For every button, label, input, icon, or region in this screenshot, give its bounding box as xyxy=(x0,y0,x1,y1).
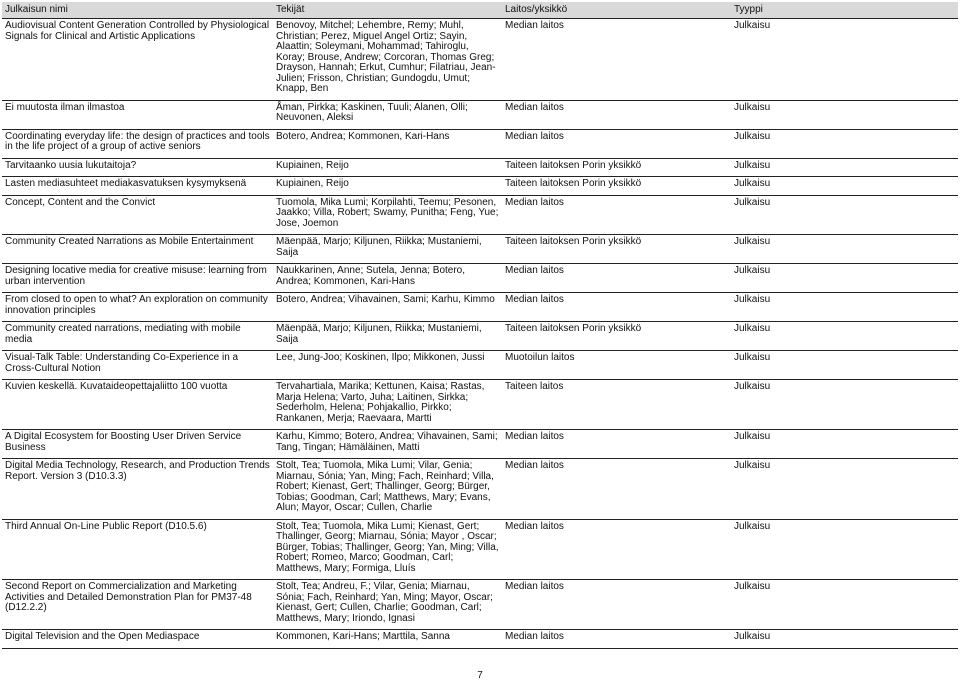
table-row xyxy=(2,235,958,264)
table-row xyxy=(2,19,958,101)
cell-type: Julkaisu xyxy=(731,195,958,235)
cell-authors: Naukkarinen, Anne; Sutela, Jenna; Botero, Andrea; Kommonen, Kari-Hans xyxy=(273,264,502,293)
cell-type: Julkaisu xyxy=(731,100,958,129)
cell-authors: Stolt, Tea; Tuomola, Mika Lumi; Vilar, Genia; Miarnau, Sónia; Yan, Ming; Fach, Reinhard; Villa, Robert; Kienast, Gert; Thallinger, Georg; Bürger, Tobias; Goodman, Carl; Matthews, Mary; Evans, Alun; Mayor, Oscar; Cullen, Charlie xyxy=(273,459,502,520)
cell-title: Third Annual On-Line Public Report (D10.5.6) xyxy=(2,519,273,580)
cell-unit: Taiteen laitoksen Porin yksikkö xyxy=(502,158,731,177)
cell-title: Digital Television and the Open Mediaspace xyxy=(2,630,273,649)
table-row xyxy=(2,177,958,196)
page-number: 7 xyxy=(477,670,483,681)
cell-type: Julkaisu xyxy=(731,177,958,196)
cell-unit: Median laitos xyxy=(502,459,731,520)
cell-title: Community Created Narrations as Mobile Entertainment xyxy=(2,235,273,264)
cell-unit: Median laitos xyxy=(502,264,731,293)
cell-authors: Åman, Pirkka; Kaskinen, Tuuli; Alanen, Olli; Neuvonen, Aleksi xyxy=(273,100,502,129)
cell-title: Community created narrations, mediating with mobile media xyxy=(2,322,273,351)
cell-title: Concept, Content and the Convict xyxy=(2,195,273,235)
cell-type: Julkaisu xyxy=(731,264,958,293)
cell-unit: Median laitos xyxy=(502,630,731,649)
table-row xyxy=(2,580,958,630)
cell-type: Julkaisu xyxy=(731,322,958,351)
cell-title: Audiovisual Content Generation Controlled by Physiological Signals for Clinical and Artistic Applications xyxy=(2,19,273,101)
cell-unit: Median laitos xyxy=(502,430,731,459)
cell-unit: Median laitos xyxy=(502,129,731,158)
header-authors: Tekijät xyxy=(273,2,502,19)
cell-authors: Kupiainen, Reijo xyxy=(273,158,502,177)
cell-unit: Median laitos xyxy=(502,100,731,129)
cell-authors: Tuomola, Mika Lumi; Korpilahti, Teemu; Pesonen, Jaakko; Villa, Robert; Swamy, Punitha; Feng, Yue; Jose, Joemon xyxy=(273,195,502,235)
cell-authors: Kupiainen, Reijo xyxy=(273,177,502,196)
cell-title: Digital Media Technology, Research, and Production Trends Report. Version 3 (D10.3.3) xyxy=(2,459,273,520)
table-row xyxy=(2,100,958,129)
table-header-row xyxy=(2,2,958,19)
header-unit: Laitos/yksikkö xyxy=(502,2,731,19)
cell-authors: Stolt, Tea; Andreu, F.; Vilar, Genia; Miarnau, Sónia; Fach, Reinhard; Yan, Ming; Mayor, Oscar; Kienast, Gert; Cullen, Charlie; Goodman, Carl; Matthews, Mary; Iriondo, Ignasi xyxy=(273,580,502,630)
cell-authors: Botero, Andrea; Kommonen, Kari-Hans xyxy=(273,129,502,158)
table-row xyxy=(2,195,958,235)
cell-type: Julkaisu xyxy=(731,630,958,649)
cell-unit: Taiteen laitoksen Porin yksikkö xyxy=(502,235,731,264)
table-row xyxy=(2,322,958,351)
cell-type: Julkaisu xyxy=(731,459,958,520)
cell-unit: Taiteen laitoksen Porin yksikkö xyxy=(502,322,731,351)
cell-title: From closed to open to what? An exploration on community innovation principles xyxy=(2,293,273,322)
cell-type: Julkaisu xyxy=(731,430,958,459)
cell-authors: Benovoy, Mitchel; Lehembre, Remy; Muhl, Christian; Perez, Miguel Angel Ortiz; Sayin, Alaattin; Soleymani, Mohammad; Tahiroglu, Koray; Brouse, Andrew; Corcoran, Thomas Greg; Drayson, Hannah; Erkut, Cumhur; Filatriau, Jean-Julien; Frisson, Christian; Gundogdu, Umut; Knapp, Ben xyxy=(273,19,502,101)
cell-unit: Muotoilun laitos xyxy=(502,351,731,380)
table-row xyxy=(2,129,958,158)
table-row xyxy=(2,380,958,430)
cell-type: Julkaisu xyxy=(731,380,958,430)
cell-authors: Karhu, Kimmo; Botero, Andrea; Vihavainen, Sami; Tang, Tingan; Hämäläinen, Matti xyxy=(273,430,502,459)
cell-unit: Taiteen laitoksen Porin yksikkö xyxy=(502,177,731,196)
cell-authors: Lee, Jung-Joo; Koskinen, Ilpo; Mikkonen, Jussi xyxy=(273,351,502,380)
cell-type: Julkaisu xyxy=(731,129,958,158)
table-row xyxy=(2,293,958,322)
cell-unit: Taiteen laitos xyxy=(502,380,731,430)
header-title: Julkaisun nimi xyxy=(2,2,273,19)
cell-type: Julkaisu xyxy=(731,351,958,380)
cell-type: Julkaisu xyxy=(731,580,958,630)
table-row xyxy=(2,264,958,293)
cell-title: Lasten mediasuhteet mediakasvatuksen kysymyksenä xyxy=(2,177,273,196)
cell-authors: Mäenpää, Marjo; Kiljunen, Riikka; Mustaniemi, Saija xyxy=(273,235,502,264)
cell-title: Kuvien keskellä. Kuvataideopettajaliitto 100 vuotta xyxy=(2,380,273,430)
table-row xyxy=(2,430,958,459)
publications-table xyxy=(2,2,958,649)
cell-authors: Stolt, Tea; Tuomola, Mika Lumi; Kienast, Gert; Thallinger, Georg; Miarnau, Sónia; Mayor , Oscar; Bürger, Tobias; Thallinger, Georg; Yan, Ming; Villa, Robert; Romeo, Marco; Goodman, Carl; Matthews, Mary; Formiga, Lluís xyxy=(273,519,502,580)
cell-unit: Median laitos xyxy=(502,580,731,630)
table-row xyxy=(2,630,958,649)
cell-unit: Median laitos xyxy=(502,519,731,580)
cell-type: Julkaisu xyxy=(731,293,958,322)
cell-title: Ei muutosta ilman ilmastoa xyxy=(2,100,273,129)
cell-title: A Digital Ecosystem for Boosting User Driven Service Business xyxy=(2,430,273,459)
cell-title: Second Report on Commercialization and Marketing Activities and Detailed Demonstration Plan for PM37-48 (D12.2.2) xyxy=(2,580,273,630)
cell-authors: Tervahartiala, Marika; Kettunen, Kaisa; Rastas, Marja Helena; Varto, Juha; Laitinen, Sirkka; Sederholm, Helena; Pohjakallio, Pirkko; Rankanen, Merja; Raevaara, Martti xyxy=(273,380,502,430)
cell-type: Julkaisu xyxy=(731,19,958,101)
table-row xyxy=(2,351,958,380)
cell-title: Visual-Talk Table: Understanding Co-Experience in a Cross-Cultural Notion xyxy=(2,351,273,380)
table-row xyxy=(2,158,958,177)
cell-title: Tarvitaanko uusia lukutaitoja? xyxy=(2,158,273,177)
cell-type: Julkaisu xyxy=(731,235,958,264)
cell-type: Julkaisu xyxy=(731,519,958,580)
table-row xyxy=(2,459,958,520)
cell-type: Julkaisu xyxy=(731,158,958,177)
cell-title: Designing locative media for creative misuse: learning from urban intervention xyxy=(2,264,273,293)
cell-unit: Median laitos xyxy=(502,195,731,235)
header-type: Tyyppi xyxy=(731,2,958,19)
cell-title: Coordinating everyday life: the design of practices and tools in the life project of a group of active seniors xyxy=(2,129,273,158)
cell-authors: Kommonen, Kari-Hans; Marttila, Sanna xyxy=(273,630,502,649)
cell-unit: Median laitos xyxy=(502,19,731,101)
table-row xyxy=(2,519,958,580)
cell-authors: Mäenpää, Marjo; Kiljunen, Riikka; Mustaniemi, Saija xyxy=(273,322,502,351)
cell-authors: Botero, Andrea; Vihavainen, Sami; Karhu, Kimmo xyxy=(273,293,502,322)
cell-unit: Median laitos xyxy=(502,293,731,322)
